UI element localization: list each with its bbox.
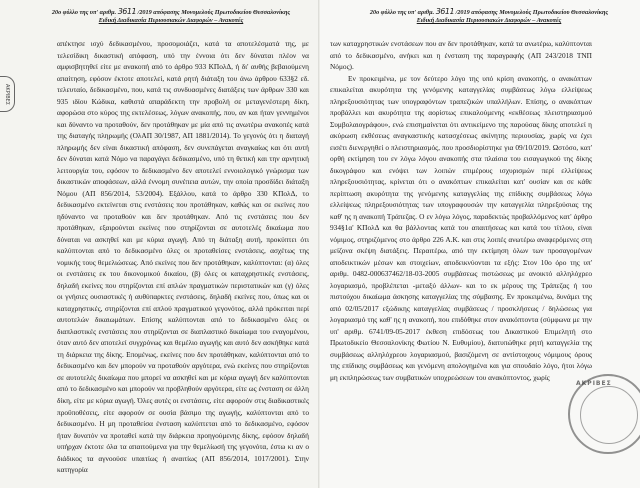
- round-stamp-text: ΑΚΡΙΒΕΣ: [576, 380, 612, 387]
- left-page-body: [57, 38, 309, 476]
- right-header-procedure: Ειδική Διαδικασία Περιουσιακών Διαφορών – Ανακοπές: [416, 17, 562, 24]
- left-header-page-label: 20ο φύλλο της υπ' αριθμ.: [51, 9, 117, 16]
- left-edge-stamp: ΑΚΡΙΒΕΣ: [0, 76, 15, 112]
- right-page-header: [364, 8, 614, 25]
- left-header-handwritten-number: 3611: [117, 7, 137, 16]
- right-header-handwritten-number: 3611: [435, 7, 455, 16]
- left-paragraph-1: απέκτησε ισχύ δεδικασμένου, προσομοιάζει, κατά τα αποτελέσματά της, με τελεσίδικη δικαστική απόφαση, υπό την έννοια ότι δεν δύναται πλέον να αμφισβητηθεί είτε με ανακοπή από το άρθρο 933 ΚΠολΔ, ή δι' αυθής βεβαιούμενη απαίτηση, εφόσον έκτοτε αποτελεί, κατά ρητή διάταξη του άνω άρθρου 633§2 εδ. τελευταίο, δεδικασμένο, που, κατά τις συνδυασμένες διατάξεις των άρθρων 330 και 935 ιδίου Κώδικα, καθιστά απαράδεκτη την προβολή σε μεταγενέστερη δίκη, αφορώσα στο κύρος της εκτελέσεως, λόγων ανακοπής, που, αν και ήταν γεννημένοι και δύναντο να προταθούν, δεν προτάθηκαν με μία από τις ανωτέρω ανακοπές κατά της διαταγής πληρωμής (ΟλΑΠ 30/1987, ΑΠ 1881/2014). Το γεγονός ότι η διαταγή πληρωμής δεν είναι δικαστική απόφαση, δεν συνεπάγεται αναγκαίως και ότι αυτή δεν δύναται κατά Νόμο να παραγάγει δεδικασμένο, υπό τη θετική και την αρνητική λειτουργία του, εφόσον το δεδικασμένο δεν αποτελεί εννοιολογικό γνώρισμα των δικαστικών αποφάσεων, αλλά έννομη συνέπεια αυτών, την οποία προσδίδει διάταξη Νόμου (ΑΠ 856/2014, 53/2004). Εξάλλου, κατά το άρθρο 330 ΚΠολΔ, το δεδικασμένο εκτείνεται στις ενστάσεις που προτάθηκαν, καθώς και σε εκείνες που ηδύναντο να προταθούν και δεν προτάθηκαν. Από τις ενστάσεις που δεν προτάθηκαν, εξαιρούνται εκείνες που στηρίζονται σε αυτοτελές δικαίωμα που δύναται να ασκηθεί και με κύρια αγωγή. Από τη διάταξη αυτή, προκύπτει ότι καλύπτονται από το δεδικασμένο όλες οι προταθείσες ενστάσεις, ασχέτως της νομικής τους θεμελιώσεως. Από εκείνες που δεν προτάθηκαν, καλύπτονται: (α) όλες οι ενστάσεις εκ του δικονομικού δικαίου, (β) όλες οι καταχρηστικές ενστάσεις, δηλαδή εκείνες που στηρίζονται επί απλών πραγματικών περιστατικών και (γ) όλες οι γνήσιες ουσιαστικές ή αυθύπαρκτες ενστάσεις, δηλαδή εκείνες που, όπως και οι καταχρηστικές, στηρίζονται επί απλού πραγματικού γεγονότος, αλλά πρόκειται περί αυτοτελών δικαιωμάτων. Επίσης καλύπτονται από το δεδικασμένο όλες οι διαπλαστικές ενστάσεις που στηρίζονται σε διαπλαστικό δικαίωμα του εναγομένου, όταν αυτό δεν αποτελεί συγχρόνως και θεμέλιο αγωγής και αυτό δεν ασκήθηκε κατά τη διάρκεια της δίκης. Επομένως, εκείνες που δεν προτάθηκαν, καλύπτονται από το δεδικασμένο και δεν μπορούν να προταθούν αργότερα, ενώ εκείνες που στηρίζονται σε αυτοτελές δικαίωμα που μπορεί να ασκηθεί και με κύρια αγωγή δεν καλύπτονται από το δεδικασμένο και μπορούν να προβληθούν αργότερα, είτε ως ένσταση σε άλλη δίκη, είτε με κύρια αγωγή. Όλες αυτές οι ενστάσεις, είτε αφορούν στις διαδικαστικές προϋποθέσεις, είτε αφορούν σε ουσία βάσιμο της αγωγής, καλύπτονται από το δεδικασμένο. Η μη προταθείσα ένσταση καλύπτεται από το δεδικασμένο, εφόσον ήταν δυνατόν να προταθεί κατά την διάρκεια προηγούμενης δίκης, εφόσον δηλαδή υπήρχαν έκτοτε όλα τα απαιτούμενα για την θεμελίωσή της γεγονότα, έστω κι αν ο διάδικος τα αγνοούσε υπαιτίως ή αναιτίως (ΑΠ 856/2014, 1017/2001). Στην κατηγορία: [57, 39, 309, 475]
- right-header-page-label: 20ο φύλλο της υπ' αριθμ.: [369, 9, 435, 16]
- left-page-header: [46, 8, 296, 25]
- left-header-procedure: Ειδική Διαδικασία Περιουσιακών Διαφορών – Ανακοπές: [98, 17, 244, 24]
- official-round-stamp: [568, 374, 640, 454]
- right-page-body: [330, 38, 592, 383]
- right-header-line-1: [364, 8, 614, 17]
- left-header-decision-title: /2019 απόφασης Μονομελούς Πρωτοδικείου Θεσσαλονίκης: [137, 9, 291, 16]
- round-stamp-inner-ring: [580, 386, 638, 444]
- right-paragraph-2: Εν προκειμένω, με τον δεύτερο λόγο της υπό κρίση ανακοπής, ο ανακόπτων επικαλείται ακυρότητα της γενόμενης καταγγελίας συμβάσεως λόγω ελλείψεως πληρεξουσιότητας των υπογραφόντων τραπεζικών υπαλλήλων. Επίσης, ο ανακόπτων προβάλλει και ακυρότητα της αορίστως επικαλούμενης «εκθέσεως πλειστηριασμού Συμβολαιογράφου», ενώ επισημαίνεται ότι αντικείμενο της παρούσας δίκης αποτελεί η ακύρωση εκθέσεως αναγκαστικής κατασχέσεως ακίνητης περιουσίας, χωρίς να έχει εισέτι διενεργηθεί ο πλειστηριασμός, που προσδιορίστηκε για 09/10/2019. Ωστόσο, κατ' ορθή εκτίμηση του εν λόγω λόγου ανακοπής στα πλαίσια του εισαγωγικού της δίκης δικογράφου και ενόψει των λοιπών επιμέρους ισχυρισμών περί ελλείψεως πληρεξουσιότητας, κρίνεται ότι ο ανακόπτων επικαλείται κατ' ουσίαν και σε κάθε περίπτωση ακυρότητα της γενόμενης καταγγελίας της επίδικης συμβάσεως λόγω ελλείψεως πληρεξουσιότητας των υπογραφουσών την καταγγελία πληρεξούσιας της καθ' ης η ανακοπή Τράπεζας. Ο εν λόγω λόγος, παραδεκτώς προβαλλόμενος κατ' άρθρο 934§1α' ΚΠολΔ και θα βάλλοντας κατά του απαιτήσεως και κατά του τίτλου, είναι νόμιμος, στηριζόμενος στο άρθρο 226 Α.Κ. και στις λοιπές ανωτέρω αναφερόμενες στη μείζονα σκέψη διατάξεις. Περαιτέρω, από την εκτίμηση όλων των προσαγομένων αποδεικτικών μέσων και στοιχείων, αποδεικνύονται τα εξής: Στον 10ο όρο της υπ' αριθμ. 0482-000637462/18-03-2005 συμβάσεως πιστώσεως με ανοικτό αλληλόχρεο λογαριασμό, προβλέπεται -μεταξύ άλλων- και το εκ μέρους της Τράπεζας ή του πιστούχου δικαίωμα άσκησης καταγγελίας της σύμβασης. Εν προκειμένω, δυνάμει της από 02/05/2017 εξώδικης καταγγελίας συμβάσεως / προσκλήσεως / δηλώσεως για λογαριασμό της καθ' ης η ανακοπή, που επιδόθηκε στον ανακόπτοντα (σύμφωνα με την υπ' αριθμ. 6741/09-05-2017 έκθεση επιδόσεως του Δικαστικού Επιμελητή στο Πρωτοδικείο Θεσσαλονίκης Φωτίου Ν. Ευθυμίου), διατυπώθηκε ρητή καταγγελία της συμβάσεως αλληλόχρεου λογαριασμού, βασιζόμενη σε αντίστοιχους νόμιμους όρους της επίδικης συμβάσεως και γενόμενη απολογημένα και για σπουδαίο λόγο, ήτοι λόγω μη εκπληρώσεως των συμβατικών υποχρεώσεων του ανακόπτοντος, χωρίς: [330, 73, 592, 382]
- right-header-decision-title: /2019 απόφασης Μονομελούς Πρωτοδικείου Θεσσαλονίκης: [455, 9, 609, 16]
- right-paragraph-1: των καταχρηστικών ενστάσεων που αν δεν προτάθηκαν, κατά τα ανωτέρω, καλύπτονται από το δεδικασμένο, ανήκει και η ένσταση της παραγραφής (ΑΠ 243/2018 ΤΝΠ Νόμος).: [330, 39, 592, 72]
- left-header-line-1: [46, 8, 296, 17]
